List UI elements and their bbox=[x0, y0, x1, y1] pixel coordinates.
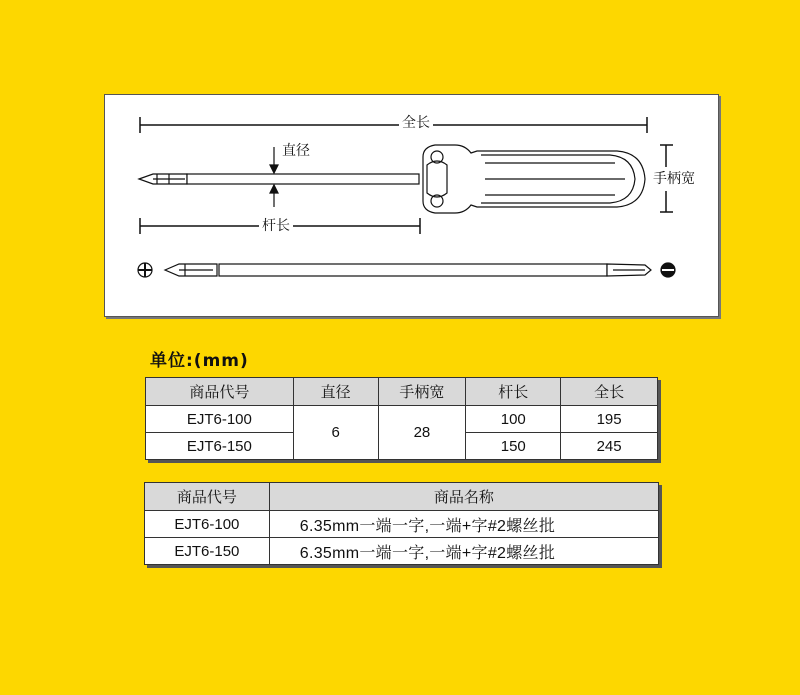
cell-code: EJT6-150 bbox=[145, 538, 270, 565]
screwdriver-side-view bbox=[139, 145, 645, 213]
table-row bbox=[146, 406, 658, 433]
table-header-row bbox=[145, 483, 659, 511]
table-row bbox=[145, 511, 659, 538]
cell-shaft-length: 100 bbox=[466, 406, 561, 433]
cell-handle-width: 28 bbox=[378, 406, 466, 460]
table-header-row bbox=[146, 378, 658, 406]
cell-diameter: 6 bbox=[293, 406, 378, 460]
total-length-dimension bbox=[140, 117, 647, 133]
header-code: 商品代号 bbox=[146, 378, 294, 406]
cell-product-name: 6.35mm一端一字,一端+字#2螺丝批 bbox=[269, 511, 658, 538]
cell-code: EJT6-100 bbox=[146, 406, 294, 433]
table-row bbox=[145, 538, 659, 565]
header-product-name: 商品名称 bbox=[269, 483, 658, 511]
cell-total-length: 245 bbox=[561, 433, 658, 460]
header-diameter: 直径 bbox=[293, 378, 378, 406]
name-table bbox=[144, 482, 659, 565]
total-length-label: 全长 bbox=[399, 115, 433, 131]
header-total-length: 全长 bbox=[561, 378, 658, 406]
cell-code: EJT6-100 bbox=[145, 511, 270, 538]
header-handle-width: 手柄宽 bbox=[378, 378, 466, 406]
cell-product-name: 6.35mm一端一字,一端+字#2螺丝批 bbox=[269, 538, 658, 565]
screwdriver-diagram bbox=[104, 94, 719, 317]
diameter-label: 直径 bbox=[282, 143, 310, 159]
handle-width-label: 手柄宽 bbox=[650, 171, 698, 187]
double-ended-bit bbox=[138, 263, 675, 277]
header-shaft-length: 杆长 bbox=[466, 378, 561, 406]
header-code: 商品代号 bbox=[145, 483, 270, 511]
spec-table bbox=[145, 377, 658, 460]
unit-label: 单位:(mm) bbox=[150, 351, 249, 371]
cell-total-length: 195 bbox=[561, 406, 658, 433]
cell-code: EJT6-150 bbox=[146, 433, 294, 460]
shaft-length-label: 杆长 bbox=[259, 218, 293, 234]
cell-shaft-length: 150 bbox=[466, 433, 561, 460]
